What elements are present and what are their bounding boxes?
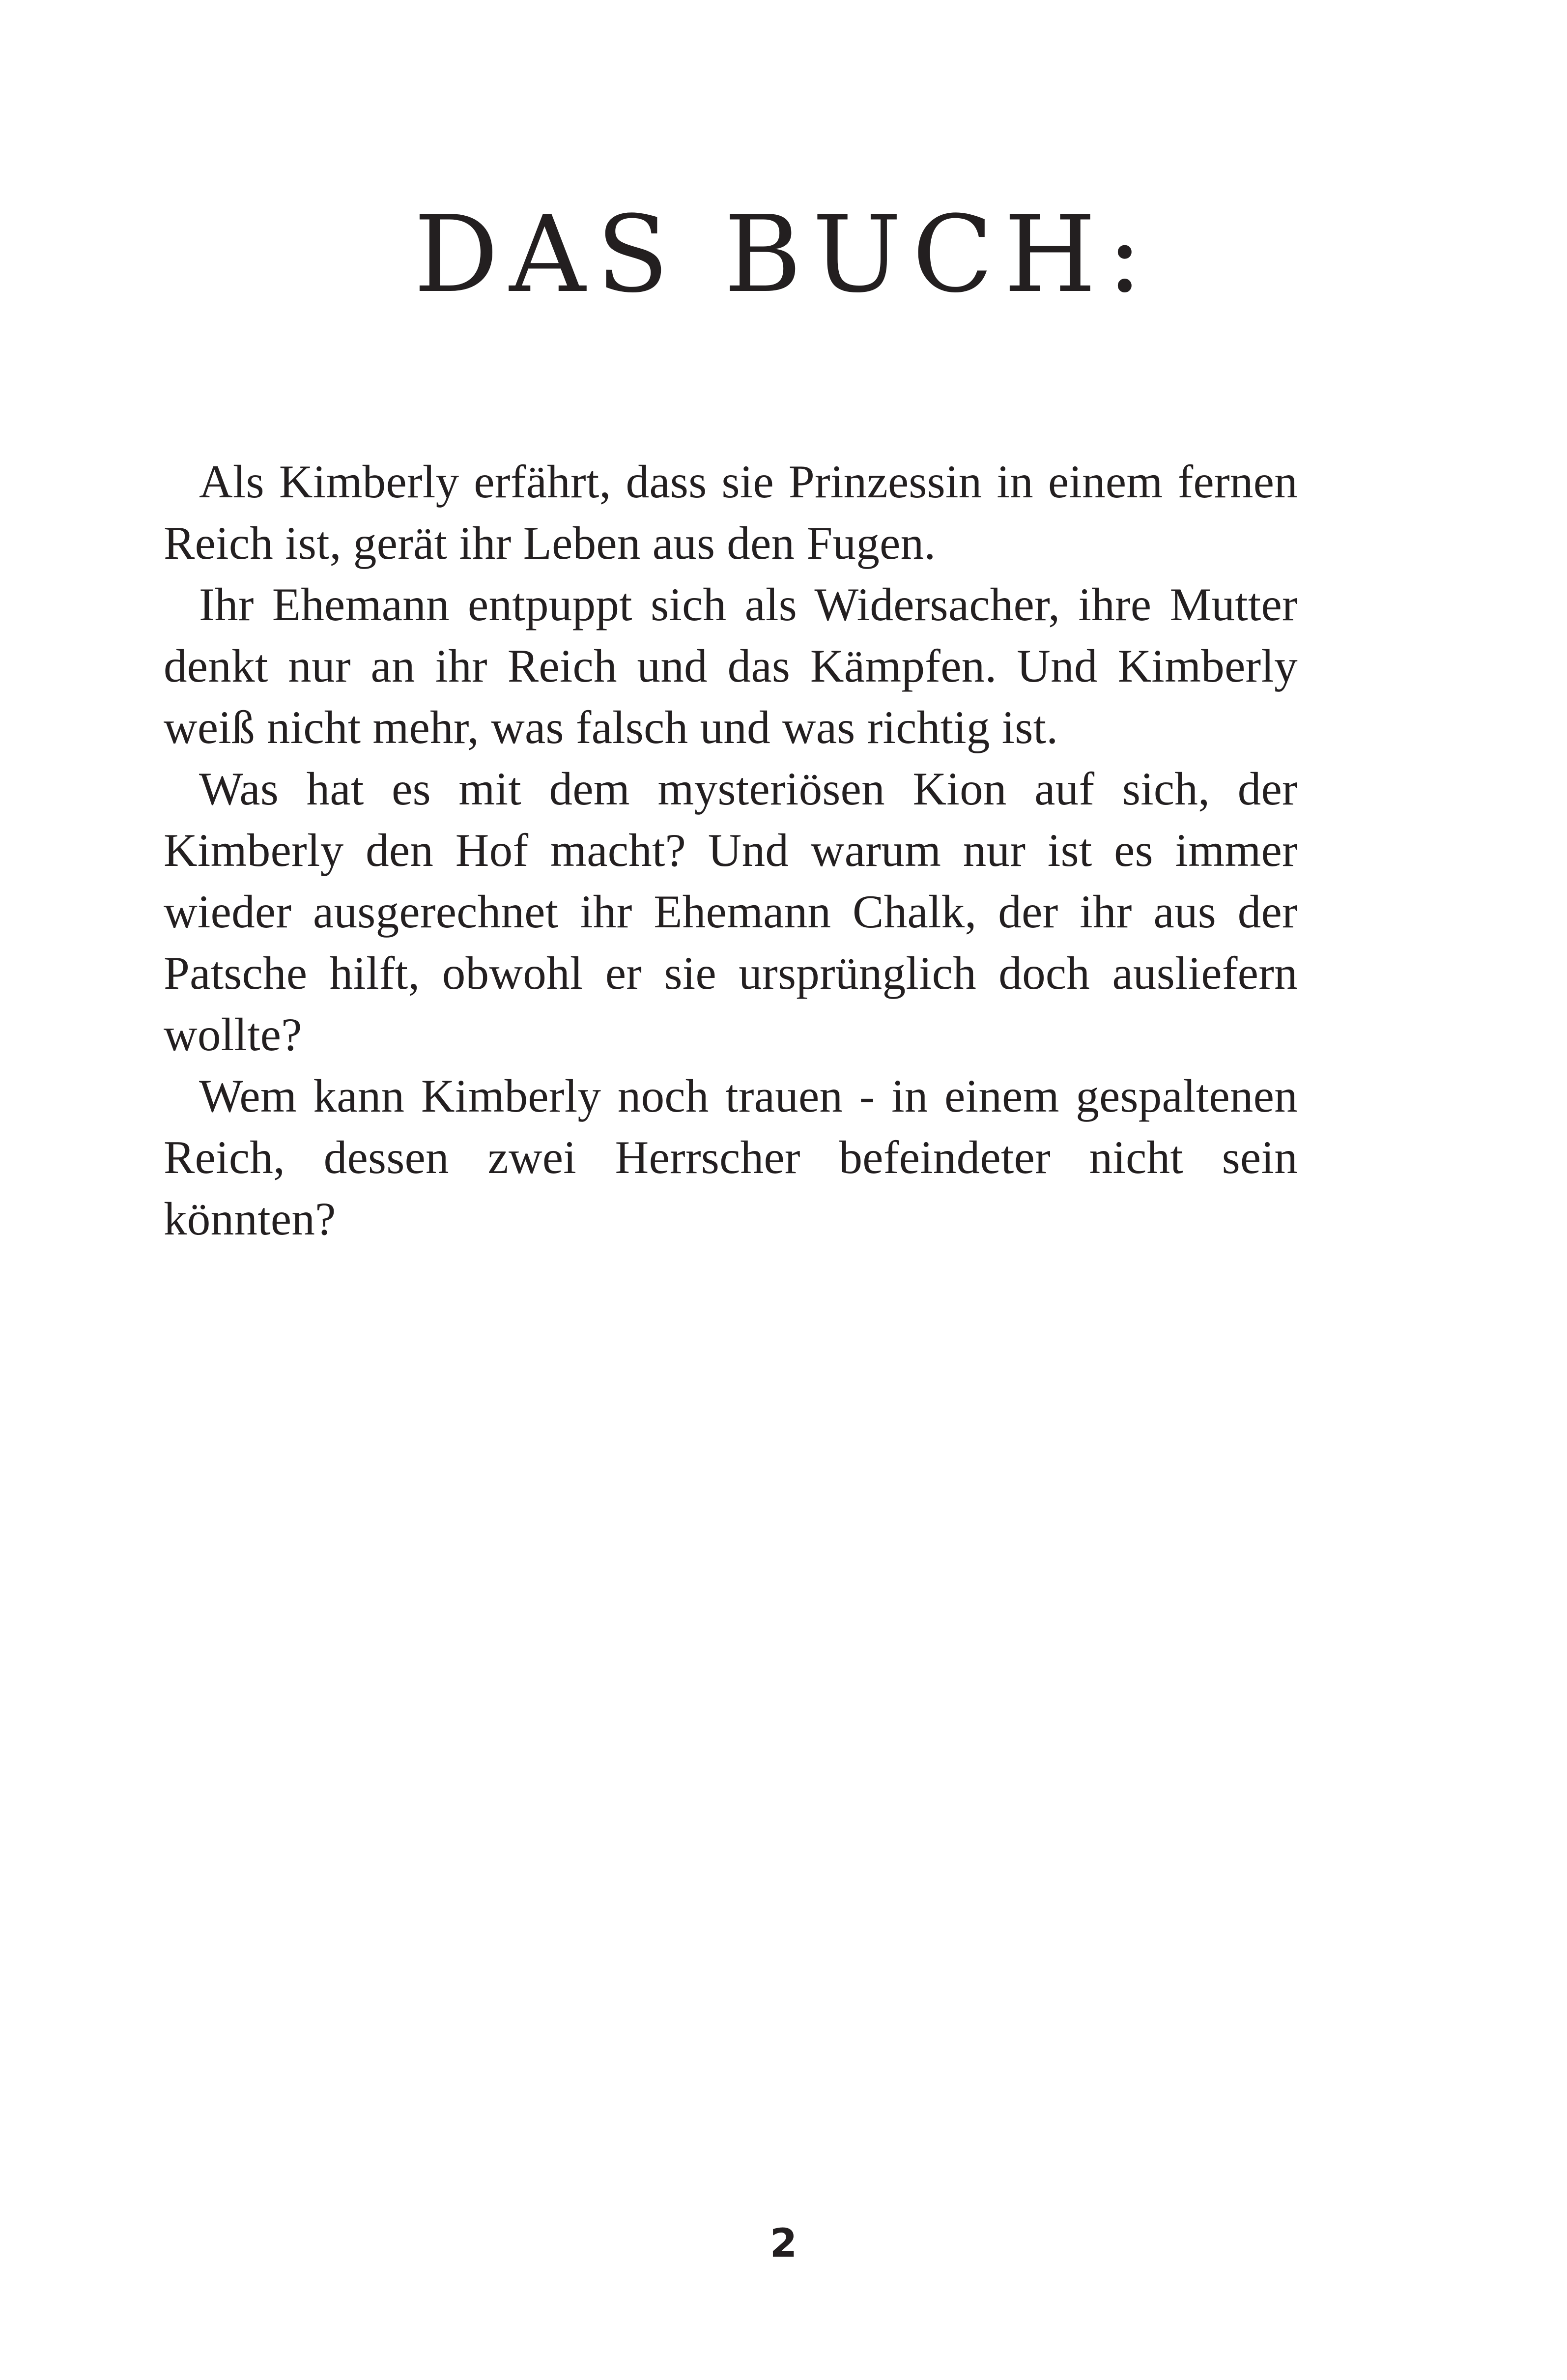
book-description	[164, 451, 1298, 1250]
paragraph: Wem kann Kimberly noch trauen - in einem gespaltenen Reich, dessen zwei Herrscher befeindeter nicht sein könnten?	[164, 1070, 1298, 1245]
paragraph: Was hat es mit dem mysteriösen Kion auf sich, der Kimberly den Hof macht? Und warum nur ist es immer wieder ausgerechnet ihr Ehemann Chalk, der ihr aus der Patsche hilft, obwohl er sie ursprünglich doch ausliefern wollte?	[164, 763, 1298, 1061]
paragraph: Als Kimberly erfährt, dass sie Prinzessin in einem fernen Reich ist, gerät ihr Leben aus den Fugen.	[164, 456, 1298, 569]
paragraph: Ihr Ehemann entpuppt sich als Widersacher, ihre Mutter denkt nur an ihr Reich und das Kämpfen. Und Kimberly weiß nicht mehr, was falsch und was richtig ist.	[164, 578, 1298, 753]
page-title: DAS BUCH:	[414, 193, 1153, 316]
page-number: 2	[769, 2220, 798, 2266]
